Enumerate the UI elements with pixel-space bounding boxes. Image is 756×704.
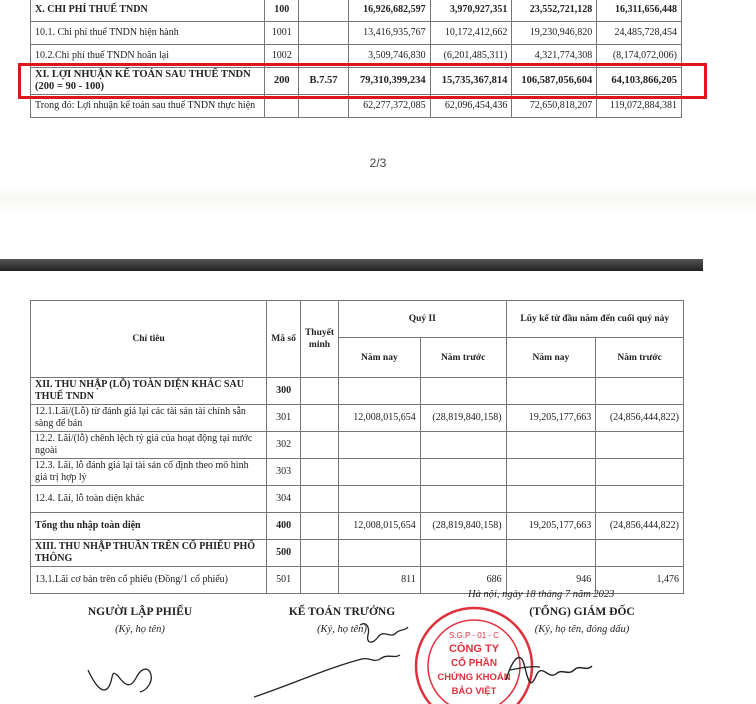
row-note [300, 540, 338, 567]
row-value [339, 486, 421, 513]
row-value: 62,277,372,085 [348, 95, 430, 118]
row-value: 19,205,177,663 [506, 513, 596, 540]
row-label: X. CHI PHÍ THUẾ TNDN [31, 0, 265, 22]
row-value: 12,008,015,654 [339, 405, 421, 432]
row-value: 79,310,399,234 [348, 68, 430, 95]
table-row [31, 378, 684, 405]
row-note [300, 513, 338, 540]
row-value [339, 540, 421, 567]
row-note [299, 22, 349, 45]
row-code: 1001 [265, 22, 299, 45]
row-value [506, 486, 596, 513]
highlight-box [18, 63, 707, 99]
row-note: B.7.57 [299, 68, 349, 95]
row-value: 3,970,927,351 [430, 0, 512, 22]
row-value: (24,856,444,822) [596, 513, 684, 540]
preparer-signature [80, 650, 170, 700]
row-code: 300 [267, 378, 301, 405]
accountant-subtitle: (Ký, họ tên) [317, 624, 367, 635]
table-row [31, 513, 684, 540]
stamp-line-1: CÔNG TY [448, 643, 500, 655]
table-row [31, 540, 684, 567]
row-value [596, 459, 684, 486]
row-label: 12.2. Lãi/(lỗ) chênh lệch tỷ giá của hoạt động tại nước ngoài [31, 432, 267, 459]
row-value [339, 432, 421, 459]
row-value: 686 [420, 567, 506, 594]
row-value: (6,201,485,311) [430, 45, 512, 68]
header-row [31, 301, 684, 338]
preparer-block [60, 606, 220, 635]
row-value [420, 459, 506, 486]
preparer-title: NGƯỜI LẬP PHIẾU [87, 606, 193, 618]
director-title: (TỔNG) GIÁM ĐỐC [529, 606, 635, 618]
stamp-line-2: CỔ PHẦN [450, 658, 498, 669]
row-label: Trong đó: Lợi nhuận kế toán sau thuế TNDN thực hiện [31, 95, 265, 118]
row-value: (24,856,444,822) [596, 405, 684, 432]
row-note [299, 0, 349, 22]
stamp-ring-text: S.G.P - 01 - C [448, 631, 500, 640]
row-value: 19,205,177,663 [506, 405, 596, 432]
header-thuyet-minh: Thuyết minh [300, 301, 338, 378]
page-edge-shadow [0, 185, 756, 215]
row-note [300, 378, 338, 405]
row-note [300, 567, 338, 594]
table-row [31, 0, 682, 22]
top-table-body [31, 0, 682, 118]
row-value: 4,321,774,308 [512, 45, 597, 68]
header-chi-tieu: Chỉ tiêu [31, 301, 267, 378]
table-row [31, 486, 684, 513]
row-label: XI. LỢI NHUẬN KẾ TOÁN SAU THUẾ TNDN (200 = 90 - 100) [31, 68, 265, 95]
row-value: 24,485,728,454 [597, 22, 682, 45]
header-nam-nay-luy-ke: Năm nay [506, 338, 596, 378]
row-code: 304 [267, 486, 301, 513]
header-nam-truoc-luy-ke: Năm trước [596, 338, 684, 378]
row-value: 72,650,818,207 [512, 95, 597, 118]
header-luy-ke: Lũy kế từ đầu năm đến cuối quý này [506, 301, 683, 338]
page-number: 2/3 [369, 156, 387, 170]
row-value: 119,072,884,381 [597, 95, 682, 118]
row-code: 500 [267, 540, 301, 567]
row-note [300, 486, 338, 513]
row-value: 16,311,656,448 [597, 0, 682, 22]
row-code: 100 [265, 0, 299, 22]
main-table-body [31, 378, 684, 594]
row-value: (8,174,072,006) [597, 45, 682, 68]
row-label: 10.2.Chi phí thuế TNDN hoãn lại [31, 45, 265, 68]
row-value [339, 459, 421, 486]
row-value: 1,476 [596, 567, 684, 594]
row-value: (28,819,840,158) [420, 405, 506, 432]
income-statement-top-table [30, 0, 682, 118]
row-value: 19,230,946,820 [512, 22, 597, 45]
table-row [31, 432, 684, 459]
director-subtitle: (Ký, họ tên, đóng dấu) [534, 624, 630, 635]
table-row [31, 459, 684, 486]
row-value: 15,735,367,814 [430, 68, 512, 95]
director-signature [500, 640, 600, 700]
row-code: 1002 [265, 45, 299, 68]
row-value: 12,008,015,654 [339, 513, 421, 540]
row-value: 811 [339, 567, 421, 594]
row-value: 23,552,721,128 [512, 0, 597, 22]
preparer-subtitle: (Ký, họ tên) [115, 624, 165, 635]
row-value [506, 540, 596, 567]
row-code: 400 [267, 513, 301, 540]
row-note [300, 432, 338, 459]
row-label: 12.4. Lãi, lỗ toàn diện khác [31, 486, 267, 513]
row-label: 13.1.Lãi cơ bản trên cổ phiếu (Đồng/1 cổ phiếu) [31, 567, 267, 594]
row-value [420, 378, 506, 405]
row-note [300, 405, 338, 432]
row-value: 946 [506, 567, 596, 594]
row-value: 64,103,866,205 [597, 68, 682, 95]
row-value [420, 540, 506, 567]
date-line: Hà nội, ngày 18 tháng 7 năm 2023 [468, 589, 615, 600]
row-label: XIII. THU NHẬP THUẦN TRÊN CỔ PHIẾU PHỔ THÔNG [31, 540, 267, 567]
header-quy: Quý II [339, 301, 507, 338]
stamp-line-3: CHỨNG KHOÁN [437, 672, 511, 683]
row-value: 16,926,682,597 [348, 0, 430, 22]
row-value: (28,819,840,158) [420, 513, 506, 540]
row-value [339, 378, 421, 405]
row-label: Tổng thu nhập toàn diện [31, 513, 267, 540]
header-nam-truoc: Năm trước [420, 338, 506, 378]
header-nam-nay: Năm nay [339, 338, 421, 378]
row-value [506, 378, 596, 405]
row-code: 200 [265, 68, 299, 95]
row-code: 303 [267, 459, 301, 486]
row-value [506, 432, 596, 459]
row-note [300, 459, 338, 486]
row-value [420, 486, 506, 513]
row-value [596, 378, 684, 405]
row-value: 62,096,454,436 [430, 95, 512, 118]
row-code: 301 [267, 405, 301, 432]
row-value [420, 432, 506, 459]
accountant-title: KẾ TOÁN TRƯỞNG [288, 606, 396, 618]
row-value [506, 459, 596, 486]
row-value: 13,416,935,767 [348, 22, 430, 45]
stamp-line-4: BẢO VIỆT [451, 686, 497, 697]
comprehensive-income-table [30, 300, 684, 594]
row-label: 12.1.Lãi/(Lỗ) từ đánh giá lại các tài sản tài chính sẵn sàng để bán [31, 405, 267, 432]
row-value [596, 540, 684, 567]
header-ma-so: Mã số [267, 301, 301, 378]
row-label: 10.1. Chi phí thuế TNDN hiện hành [31, 22, 265, 45]
row-value: 3,509,746,830 [348, 45, 430, 68]
row-label: 12.3. Lãi, lỗ đánh giá lại tài sản cố định theo mô hình giá trị hợp lý [31, 459, 267, 486]
table-row [31, 405, 684, 432]
row-code: 501 [267, 567, 301, 594]
row-value [596, 486, 684, 513]
table-row [31, 22, 682, 45]
row-value: 10,172,412,662 [430, 22, 512, 45]
page-divider [0, 259, 703, 271]
row-value [596, 432, 684, 459]
row-value: 106,587,056,604 [512, 68, 597, 95]
row-label: XII. THU NHẬP (LỖ) TOÀN DIỆN KHÁC SAU THUẾ TNDN [31, 378, 267, 405]
row-code: 302 [267, 432, 301, 459]
